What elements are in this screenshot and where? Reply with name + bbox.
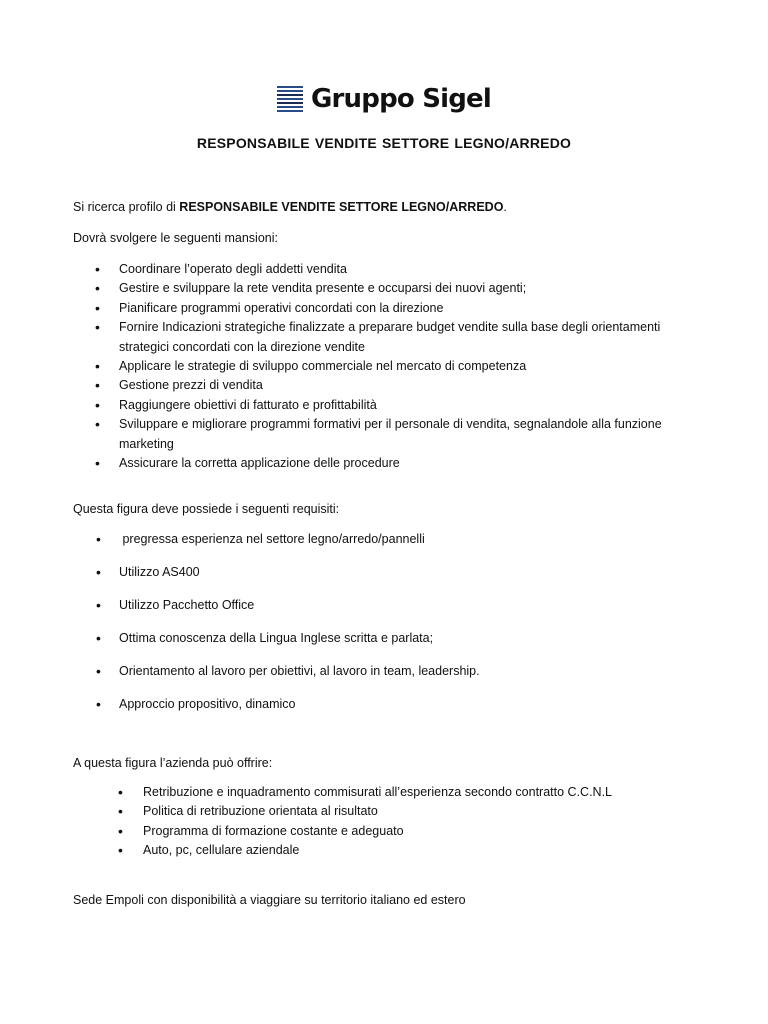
list-item: • Auto, pc, cellulare aziendale bbox=[0, 841, 612, 860]
bullet-icon: • bbox=[95, 396, 100, 413]
list-item: • Fornire Indicazioni strategiche finalizzate a preparare budget vendite sulla base degli orientamenti strategici concordati con la direzione vendite bbox=[95, 319, 661, 354]
list-item: • Gestione prezzi di vendita bbox=[0, 376, 662, 395]
requirements-heading: Questa figura deve possiede i seguenti requisiti: bbox=[73, 502, 340, 516]
list-item: • Assicurare la corretta applicazione delle procedure bbox=[0, 454, 662, 473]
duties-heading: Dovrà svolgere le seguenti mansioni: bbox=[73, 231, 278, 245]
striped-logo-icon bbox=[277, 86, 303, 112]
company-logo bbox=[0, 84, 768, 114]
bullet-icon: • bbox=[95, 455, 100, 472]
list-item: • Coordinare l’operato degli addetti vendita bbox=[0, 260, 662, 279]
intro-paragraph: Si ricerca profilo di RESPONSABILE VENDITE SETTORE LEGNO/ARREDO. bbox=[73, 200, 507, 214]
bullet-icon: • bbox=[95, 280, 100, 297]
intro-job-title: RESPONSABILE VENDITE SETTORE LEGNO/ARREDO bbox=[179, 200, 504, 214]
list-item: • Utilizzo Pacchetto Office bbox=[0, 596, 480, 629]
offers-list bbox=[0, 783, 612, 861]
requirements-list bbox=[0, 530, 480, 728]
bullet-icon: • bbox=[95, 319, 100, 336]
location-note: Sede Empoli con disponibilità a viaggiare su territorio italiano ed estero bbox=[73, 893, 466, 907]
list-item: • Orientamento al lavoro per obiettivi, al lavoro in team, leadership. bbox=[0, 662, 480, 695]
list-item: • Sviluppare e migliorare programmi formativi per il personale di vendita, segnalandole alla funzione marketing bbox=[95, 416, 662, 451]
list-item: • Programma di formazione costante e adeguato bbox=[0, 822, 612, 841]
bullet-icon: • bbox=[95, 377, 100, 394]
list-item: • Approccio propositivo, dinamico bbox=[0, 695, 480, 728]
bullet-icon: • bbox=[118, 822, 123, 839]
list-item: • pregressa esperienza nel settore legno/arredo/pannelli bbox=[0, 530, 480, 563]
bullet-icon: • bbox=[96, 696, 101, 712]
bullet-icon: • bbox=[96, 531, 101, 547]
logo-text: Gruppo Sigel bbox=[310, 84, 491, 114]
bullet-icon: • bbox=[118, 803, 123, 820]
duties-list bbox=[0, 260, 662, 473]
list-item: • Ottima conoscenza della Lingua Inglese scritta e parlata; bbox=[0, 629, 480, 662]
list-item: • Utilizzo AS400 bbox=[0, 563, 480, 596]
bullet-icon: • bbox=[96, 663, 101, 679]
bullet-icon: • bbox=[118, 842, 123, 859]
document-title: RESPONSABILE VENDITE SETTORE LEGNO/ARREDO bbox=[196, 135, 572, 151]
bullet-icon: • bbox=[96, 564, 101, 580]
list-item: • Applicare le strategie di sviluppo commerciale nel mercato di competenza bbox=[0, 357, 662, 376]
bullet-icon: • bbox=[96, 597, 101, 613]
list-item: • Retribuzione e inquadramento commisurati all’esperienza secondo contratto C.C.N.L bbox=[0, 783, 612, 802]
list-item: • Pianificare programmi operativi concordati con la direzione bbox=[0, 299, 662, 318]
bullet-icon: • bbox=[95, 358, 100, 375]
offers-heading: A questa figura l’azienda può offrire: bbox=[73, 756, 273, 770]
list-item: • Gestire e sviluppare la rete vendita presente e occuparsi dei nuovi agenti; bbox=[0, 279, 662, 298]
bullet-icon: • bbox=[95, 416, 100, 433]
bullet-icon: • bbox=[95, 299, 100, 316]
list-item: • Raggiungere obiettivi di fatturato e profittabilità bbox=[0, 396, 662, 415]
list-item: • Politica di retribuzione orientata al risultato bbox=[0, 802, 612, 821]
bullet-icon: • bbox=[96, 630, 101, 646]
bullet-icon: • bbox=[118, 784, 123, 800]
bullet-icon: • bbox=[95, 261, 100, 277]
